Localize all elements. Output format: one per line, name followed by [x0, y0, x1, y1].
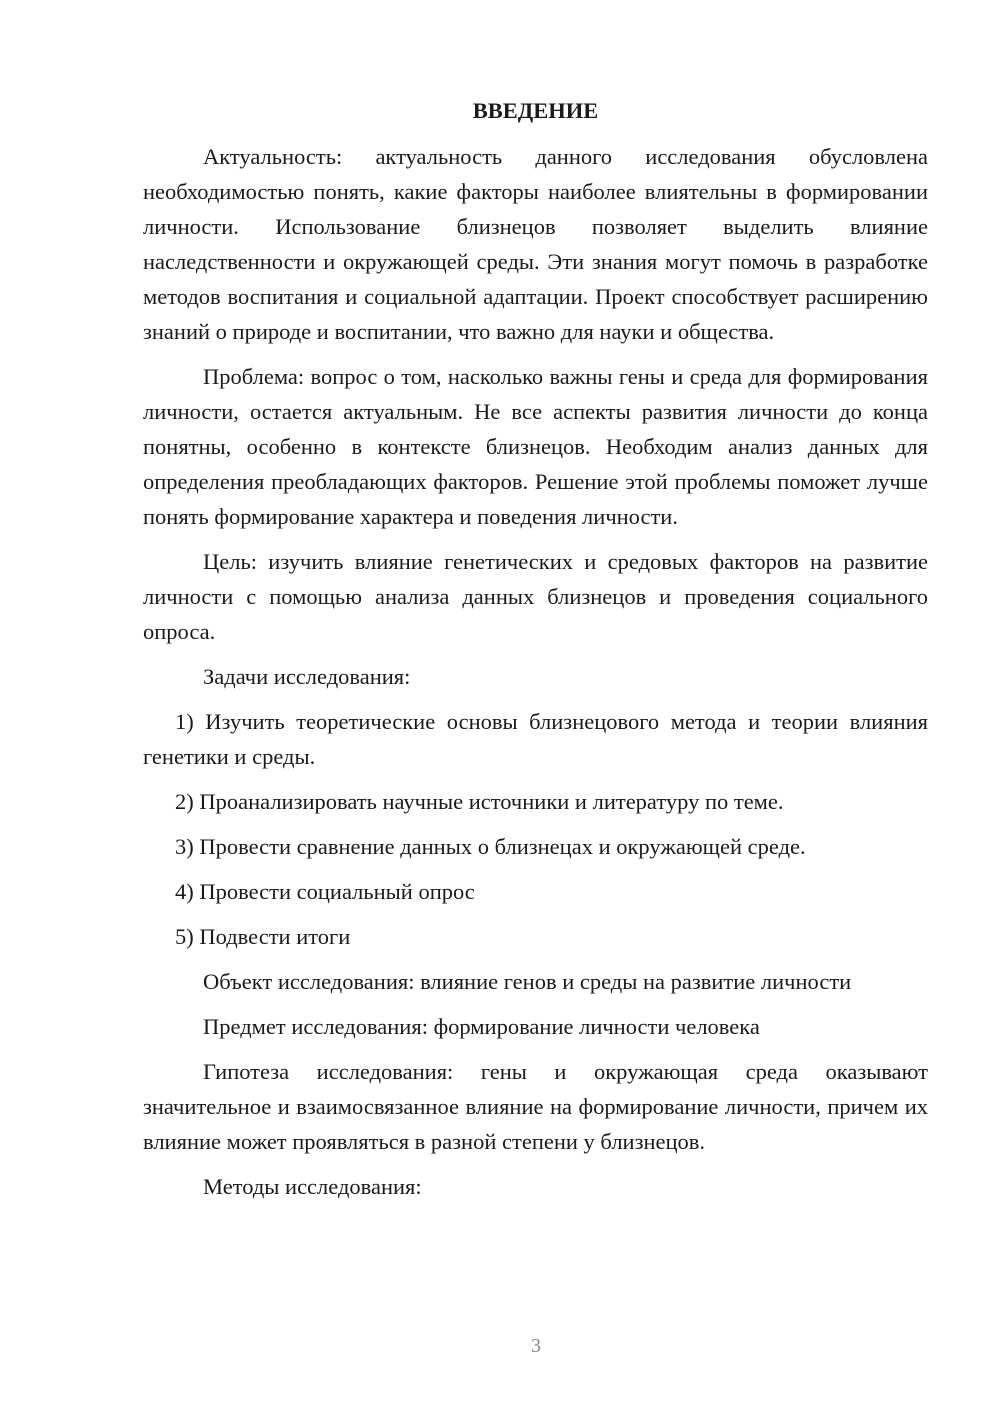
- relevance-paragraph: Актуальность: актуальность данного исследования обусловлена необходимостью понять, какие факторы наиболее влиятельны в формировании личности. Использование близнецов позволяет выделить влияние наследственности и окружающей среды. Эти знания могут помочь в разработке методов воспитания и социальной адаптации. Проект способствует расширению знаний о природе и воспитании, что важно для науки и общества.: [143, 144, 928, 344]
- tasks-heading: Задачи исследования:: [203, 664, 411, 689]
- task-item-1: 1) Изучить теоретические основы близнецового метода и теории влияния генетики и среды.: [143, 709, 928, 769]
- methods-heading: Методы исследования:: [203, 1174, 422, 1199]
- section-heading: ВВЕДЕНИЕ: [472, 98, 599, 123]
- task-item-4: 4) Провести социальный опрос: [175, 879, 475, 904]
- task-item-3: 3) Провести сравнение данных о близнецах и окружающей среде.: [175, 834, 806, 859]
- hypothesis-paragraph: Гипотеза исследования: гены и окружающая среда оказывают значительное и взаимосвязанное влияние на формирование личности, причем их влияние может проявляться в разной степени у близнецов.: [143, 1059, 928, 1154]
- problem-paragraph: Проблема: вопрос о том, насколько важны гены и среда для формирования личности, остается актуальным. Не все аспекты развития личности до конца понятны, особенно в контексте близнецов. Необходим анализ данных для определения преобладающих факторов. Решение этой проблемы поможет лучше понять формирование характера и поведения личности.: [143, 364, 928, 529]
- subject-paragraph: Предмет исследования: формирование личности человека: [203, 1014, 760, 1039]
- task-item-5: 5) Подвести итоги: [175, 924, 351, 949]
- page-number: 3: [531, 1335, 541, 1357]
- object-paragraph: Объект исследования: влияние генов и среды на развитие личности: [203, 969, 852, 994]
- page-content: [143, 96, 928, 1214]
- goal-paragraph: Цель: изучить влияние генетических и средовых факторов на развитие личности с помощью анализа данных близнецов и проведения социального опроса.: [143, 549, 928, 644]
- task-item-2: 2) Проанализировать научные источники и литературу по теме.: [175, 789, 784, 814]
